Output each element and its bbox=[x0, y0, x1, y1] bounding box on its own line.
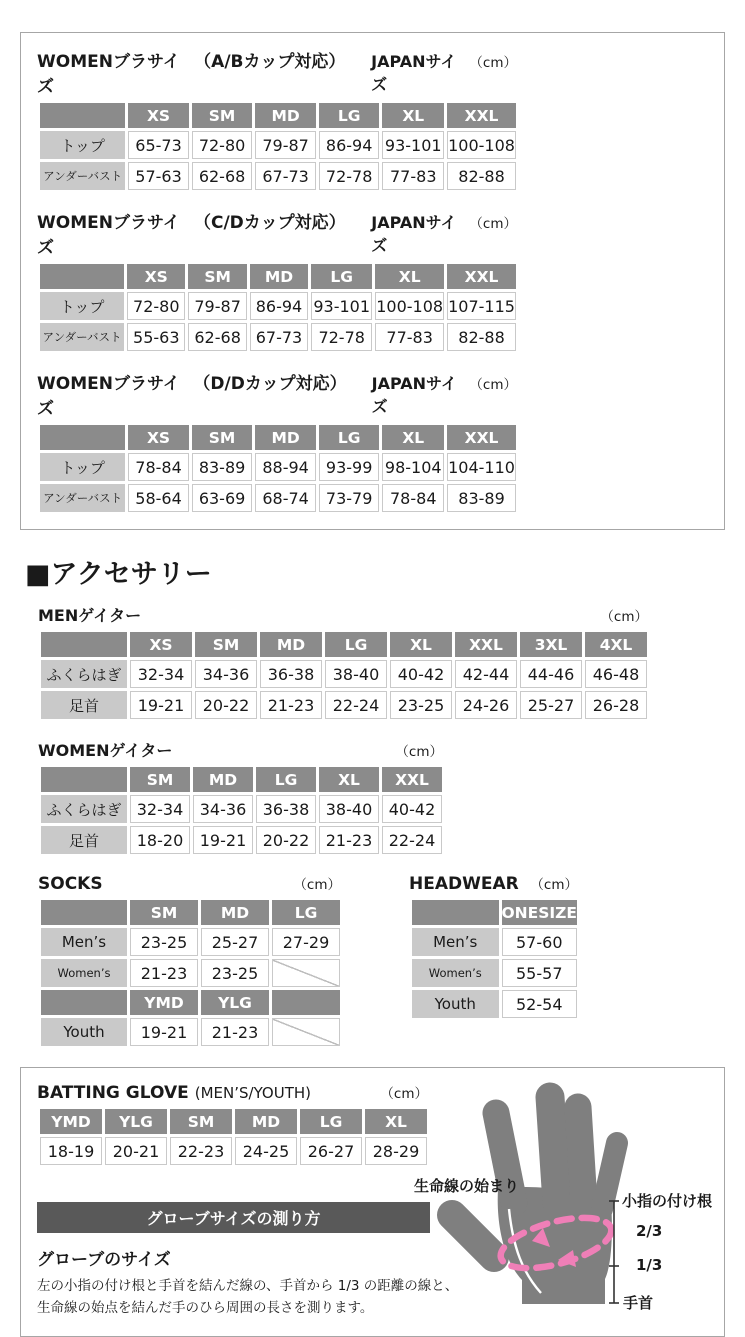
value-cell: 98-104 bbox=[382, 453, 444, 481]
column-header: XS bbox=[128, 103, 189, 128]
column-header: SM bbox=[130, 900, 198, 925]
column-header bbox=[40, 103, 125, 128]
value-cell: 93-99 bbox=[319, 453, 380, 481]
unit-label: （cm） bbox=[600, 609, 648, 625]
headwear-title bbox=[409, 873, 580, 894]
bra-ab-table bbox=[37, 100, 519, 193]
bra-dd-title bbox=[37, 369, 519, 419]
headwear-table bbox=[409, 897, 580, 1021]
value-cell: 72-78 bbox=[311, 323, 372, 351]
value-cell: 104-110 bbox=[447, 453, 516, 481]
column-header: 4XL bbox=[585, 632, 647, 657]
bra-ab-title bbox=[37, 47, 519, 97]
bra-dd-section bbox=[37, 369, 519, 515]
bra-dd-table bbox=[37, 422, 519, 515]
column-header: MD bbox=[260, 632, 322, 657]
column-header: MD bbox=[255, 425, 316, 450]
men-gaiter-title bbox=[38, 603, 650, 626]
not-available-cell bbox=[272, 1018, 340, 1046]
column-header: MD bbox=[250, 264, 308, 289]
column-header: XL bbox=[390, 632, 452, 657]
row-label: Youth bbox=[41, 1018, 127, 1046]
value-cell: 100-108 bbox=[375, 292, 444, 320]
column-header bbox=[40, 425, 125, 450]
lifeline-start-label: 生命線の始まり bbox=[414, 1177, 520, 1195]
women-gaiter-title bbox=[38, 738, 445, 761]
unit-label: （cm） bbox=[469, 55, 517, 71]
value-cell: 86-94 bbox=[250, 292, 308, 320]
column-header: XXL bbox=[447, 425, 516, 450]
socks-headwear-row bbox=[38, 873, 745, 1049]
value-cell: 78-84 bbox=[382, 484, 444, 512]
value-cell: 62-68 bbox=[188, 323, 246, 351]
value-cell: 40-42 bbox=[382, 795, 442, 823]
cup-range-label: （D/Dカップ対応） bbox=[193, 374, 347, 394]
value-cell: 21-23 bbox=[319, 826, 379, 854]
unit-label: （cm） bbox=[530, 877, 578, 893]
value-cell: 79-87 bbox=[188, 292, 246, 320]
column-header: SM bbox=[188, 264, 246, 289]
column-header: XL bbox=[382, 103, 444, 128]
value-cell: 18-19 bbox=[40, 1137, 102, 1165]
cup-range-label: （A/Bカップ対応） bbox=[194, 52, 346, 72]
value-cell: 23-25 bbox=[201, 959, 269, 987]
measure-method-bar: グローブサイズの測り方 bbox=[37, 1202, 430, 1233]
value-cell: 77-83 bbox=[382, 162, 444, 190]
cup-range-label: （C/Dカップ対応） bbox=[194, 213, 346, 233]
value-cell: 83-89 bbox=[447, 484, 516, 512]
men-gaiter-table bbox=[38, 629, 650, 722]
value-cell: 22-24 bbox=[325, 691, 387, 719]
value-cell: 23-25 bbox=[130, 928, 198, 956]
value-cell: 86-94 bbox=[319, 131, 380, 159]
value-cell: 67-73 bbox=[250, 323, 308, 351]
value-cell: 93-101 bbox=[311, 292, 372, 320]
column-header: MD bbox=[235, 1109, 297, 1134]
column-header bbox=[41, 632, 127, 657]
pinky-base-label: 小指の付け根 bbox=[622, 1192, 713, 1210]
row-label: 足首 bbox=[41, 691, 127, 719]
value-cell: 23-25 bbox=[390, 691, 452, 719]
value-cell: 19-21 bbox=[193, 826, 253, 854]
middle-finger bbox=[550, 1097, 557, 1203]
batting-glove-box bbox=[20, 1067, 725, 1337]
value-cell: 28-29 bbox=[365, 1137, 427, 1165]
hand-measure-illustration bbox=[414, 1073, 714, 1320]
value-cell: 63-69 bbox=[192, 484, 253, 512]
value-cell: 36-38 bbox=[260, 660, 322, 688]
column-header bbox=[40, 264, 124, 289]
column-header: SM bbox=[170, 1109, 232, 1134]
row-label: Men’s bbox=[412, 928, 499, 956]
value-cell: 83-89 bbox=[192, 453, 253, 481]
value-cell: 55-57 bbox=[502, 959, 578, 987]
column-header: XL bbox=[382, 425, 444, 450]
column-header: MD bbox=[255, 103, 316, 128]
value-cell: 40-42 bbox=[390, 660, 452, 688]
row-label: トップ bbox=[40, 292, 124, 320]
value-cell: 62-68 bbox=[192, 162, 253, 190]
value-cell: 72-80 bbox=[192, 131, 253, 159]
value-cell: 26-27 bbox=[300, 1137, 362, 1165]
table-title: MENゲイター bbox=[38, 606, 142, 625]
column-header: YMD bbox=[130, 990, 198, 1015]
ring-finger bbox=[578, 1107, 584, 1203]
column-header: XL bbox=[375, 264, 444, 289]
unit-label: （cm） bbox=[469, 377, 517, 393]
column-header: YLG bbox=[201, 990, 269, 1015]
column-header: XS bbox=[130, 632, 192, 657]
glove-description-line1: 左の小指の付け根と手首を結んだ線の、手首から 1/3 の距離の線と、 bbox=[37, 1278, 459, 1294]
row-label: トップ bbox=[40, 453, 125, 481]
value-cell: 19-21 bbox=[130, 1018, 198, 1046]
row-label: ふくらはぎ bbox=[41, 660, 127, 688]
row-label: 足首 bbox=[41, 826, 127, 854]
value-cell: 107-115 bbox=[447, 292, 516, 320]
table-title: WOMENブラサイズ bbox=[37, 52, 180, 97]
row-label: Men’s bbox=[41, 928, 127, 956]
column-header: LG bbox=[300, 1109, 362, 1134]
socks-title bbox=[38, 873, 343, 894]
table-title: SOCKS bbox=[38, 874, 103, 894]
women-gaiter-section bbox=[38, 738, 445, 857]
column-header: XL bbox=[365, 1109, 427, 1134]
value-cell: 65-73 bbox=[128, 131, 189, 159]
column-header: LG bbox=[325, 632, 387, 657]
value-cell: 32-34 bbox=[130, 660, 192, 688]
column-header: SM bbox=[130, 767, 190, 792]
value-cell: 34-36 bbox=[193, 795, 253, 823]
value-cell: 82-88 bbox=[447, 162, 516, 190]
column-header: SM bbox=[192, 425, 253, 450]
bra-cd-section bbox=[37, 208, 519, 354]
batting-glove-title bbox=[37, 1082, 430, 1103]
bra-cd-table bbox=[37, 261, 519, 354]
accessory-body bbox=[38, 603, 745, 1049]
socks-table bbox=[38, 897, 343, 1049]
column-header: YMD bbox=[40, 1109, 102, 1134]
two-thirds-label: 2/3 bbox=[636, 1222, 663, 1240]
column-header: LG bbox=[319, 103, 380, 128]
row-label: アンダーバスト bbox=[40, 162, 125, 190]
unit-label: （cm） bbox=[395, 744, 443, 760]
value-cell: 58-64 bbox=[128, 484, 189, 512]
value-cell: 25-27 bbox=[520, 691, 582, 719]
column-header: XL bbox=[319, 767, 379, 792]
table-title: BATTING GLOVE bbox=[37, 1083, 189, 1103]
value-cell: 24-26 bbox=[455, 691, 517, 719]
bra-size-box bbox=[20, 32, 725, 530]
table-title: WOMENゲイター bbox=[38, 741, 173, 760]
value-cell: 55-63 bbox=[127, 323, 185, 351]
not-available-cell bbox=[272, 959, 340, 987]
table-title: WOMENブラサイズ bbox=[37, 213, 180, 258]
row-label: アンダーバスト bbox=[40, 323, 124, 351]
value-cell: 67-73 bbox=[255, 162, 316, 190]
column-header: XXL bbox=[447, 103, 516, 128]
column-header: LG bbox=[319, 425, 380, 450]
socks-section bbox=[38, 873, 343, 1049]
value-cell: 38-40 bbox=[319, 795, 379, 823]
column-header bbox=[41, 990, 127, 1015]
women-gaiter-table bbox=[38, 764, 445, 857]
column-header: LG bbox=[272, 900, 340, 925]
value-cell: 52-54 bbox=[502, 990, 578, 1018]
column-header: MD bbox=[193, 767, 253, 792]
column-header: XXL bbox=[455, 632, 517, 657]
glove-description-line2: 生命線の始点を結んだ手のひら周囲の長さを測ります。 bbox=[37, 1300, 374, 1316]
value-cell: 36-38 bbox=[256, 795, 316, 823]
value-cell: 68-74 bbox=[255, 484, 316, 512]
row-label: Youth bbox=[412, 990, 499, 1018]
one-third-label: 1/3 bbox=[636, 1256, 663, 1274]
column-header: MD bbox=[201, 900, 269, 925]
value-cell: 24-25 bbox=[235, 1137, 297, 1165]
value-cell: 82-88 bbox=[447, 323, 516, 351]
value-cell: 38-40 bbox=[325, 660, 387, 688]
value-cell: 100-108 bbox=[447, 131, 516, 159]
men-gaiter-section bbox=[38, 603, 650, 722]
value-cell: 22-23 bbox=[170, 1137, 232, 1165]
value-cell: 73-79 bbox=[319, 484, 380, 512]
headwear-section bbox=[409, 873, 580, 1021]
column-header: ONESIZE bbox=[502, 900, 578, 925]
row-label: Women’s bbox=[41, 959, 127, 987]
thumb bbox=[452, 1215, 494, 1257]
gender-range-label: (MEN’S/YOUTH) bbox=[194, 1084, 312, 1102]
value-cell: 20-22 bbox=[256, 826, 316, 854]
value-cell: 72-80 bbox=[127, 292, 185, 320]
column-header: XXL bbox=[447, 264, 516, 289]
japan-size-label: JAPANサイズ bbox=[371, 52, 457, 94]
value-cell: 79-87 bbox=[255, 131, 316, 159]
value-cell: 19-21 bbox=[130, 691, 192, 719]
value-cell: 27-29 bbox=[272, 928, 340, 956]
table-title: WOMENブラサイズ bbox=[37, 374, 180, 419]
column-header bbox=[272, 990, 340, 1015]
unit-label: （cm） bbox=[380, 1086, 428, 1102]
value-cell: 21-23 bbox=[260, 691, 322, 719]
column-header bbox=[41, 900, 127, 925]
value-cell: 78-84 bbox=[128, 453, 189, 481]
value-cell: 18-20 bbox=[130, 826, 190, 854]
value-cell: 21-23 bbox=[201, 1018, 269, 1046]
column-header: SM bbox=[192, 103, 253, 128]
value-cell: 34-36 bbox=[195, 660, 257, 688]
value-cell: 22-24 bbox=[382, 826, 442, 854]
wrist-label: 手首 bbox=[623, 1294, 654, 1312]
japan-size-label: JAPANサイズ bbox=[371, 213, 457, 255]
value-cell: 88-94 bbox=[255, 453, 316, 481]
japan-size-label: JAPANサイズ bbox=[371, 374, 457, 416]
pinky-finger bbox=[602, 1143, 617, 1209]
column-header: XS bbox=[128, 425, 189, 450]
value-cell: 20-21 bbox=[105, 1137, 167, 1165]
glove-size-subtitle: グローブのサイズ bbox=[37, 1250, 171, 1270]
column-header bbox=[41, 767, 127, 792]
column-header bbox=[412, 900, 499, 925]
row-label: Women’s bbox=[412, 959, 499, 987]
unit-label: （cm） bbox=[293, 877, 341, 893]
value-cell: 25-27 bbox=[201, 928, 269, 956]
column-header: YLG bbox=[105, 1109, 167, 1134]
value-cell: 72-78 bbox=[319, 162, 380, 190]
column-header: LG bbox=[311, 264, 372, 289]
column-header: XXL bbox=[382, 767, 442, 792]
row-label: トップ bbox=[40, 131, 125, 159]
column-header: 3XL bbox=[520, 632, 582, 657]
column-header: SM bbox=[195, 632, 257, 657]
row-label: アンダーバスト bbox=[40, 484, 125, 512]
accessory-heading: ■アクセサリー bbox=[25, 559, 212, 590]
column-header: XS bbox=[127, 264, 185, 289]
value-cell: 93-101 bbox=[382, 131, 444, 159]
value-cell: 77-83 bbox=[375, 323, 444, 351]
value-cell: 44-46 bbox=[520, 660, 582, 688]
table-title: HEADWEAR bbox=[409, 874, 519, 894]
row-label: ふくらはぎ bbox=[41, 795, 127, 823]
value-cell: 20-22 bbox=[195, 691, 257, 719]
batting-glove-table bbox=[37, 1106, 430, 1168]
value-cell: 57-63 bbox=[128, 162, 189, 190]
value-cell: 21-23 bbox=[130, 959, 198, 987]
value-cell: 57-60 bbox=[502, 928, 578, 956]
column-header: LG bbox=[256, 767, 316, 792]
bra-cd-title bbox=[37, 208, 519, 258]
value-cell: 32-34 bbox=[130, 795, 190, 823]
value-cell: 26-28 bbox=[585, 691, 647, 719]
unit-label: （cm） bbox=[469, 216, 517, 232]
value-cell: 42-44 bbox=[455, 660, 517, 688]
bra-ab-section bbox=[37, 47, 519, 193]
value-cell: 46-48 bbox=[585, 660, 647, 688]
